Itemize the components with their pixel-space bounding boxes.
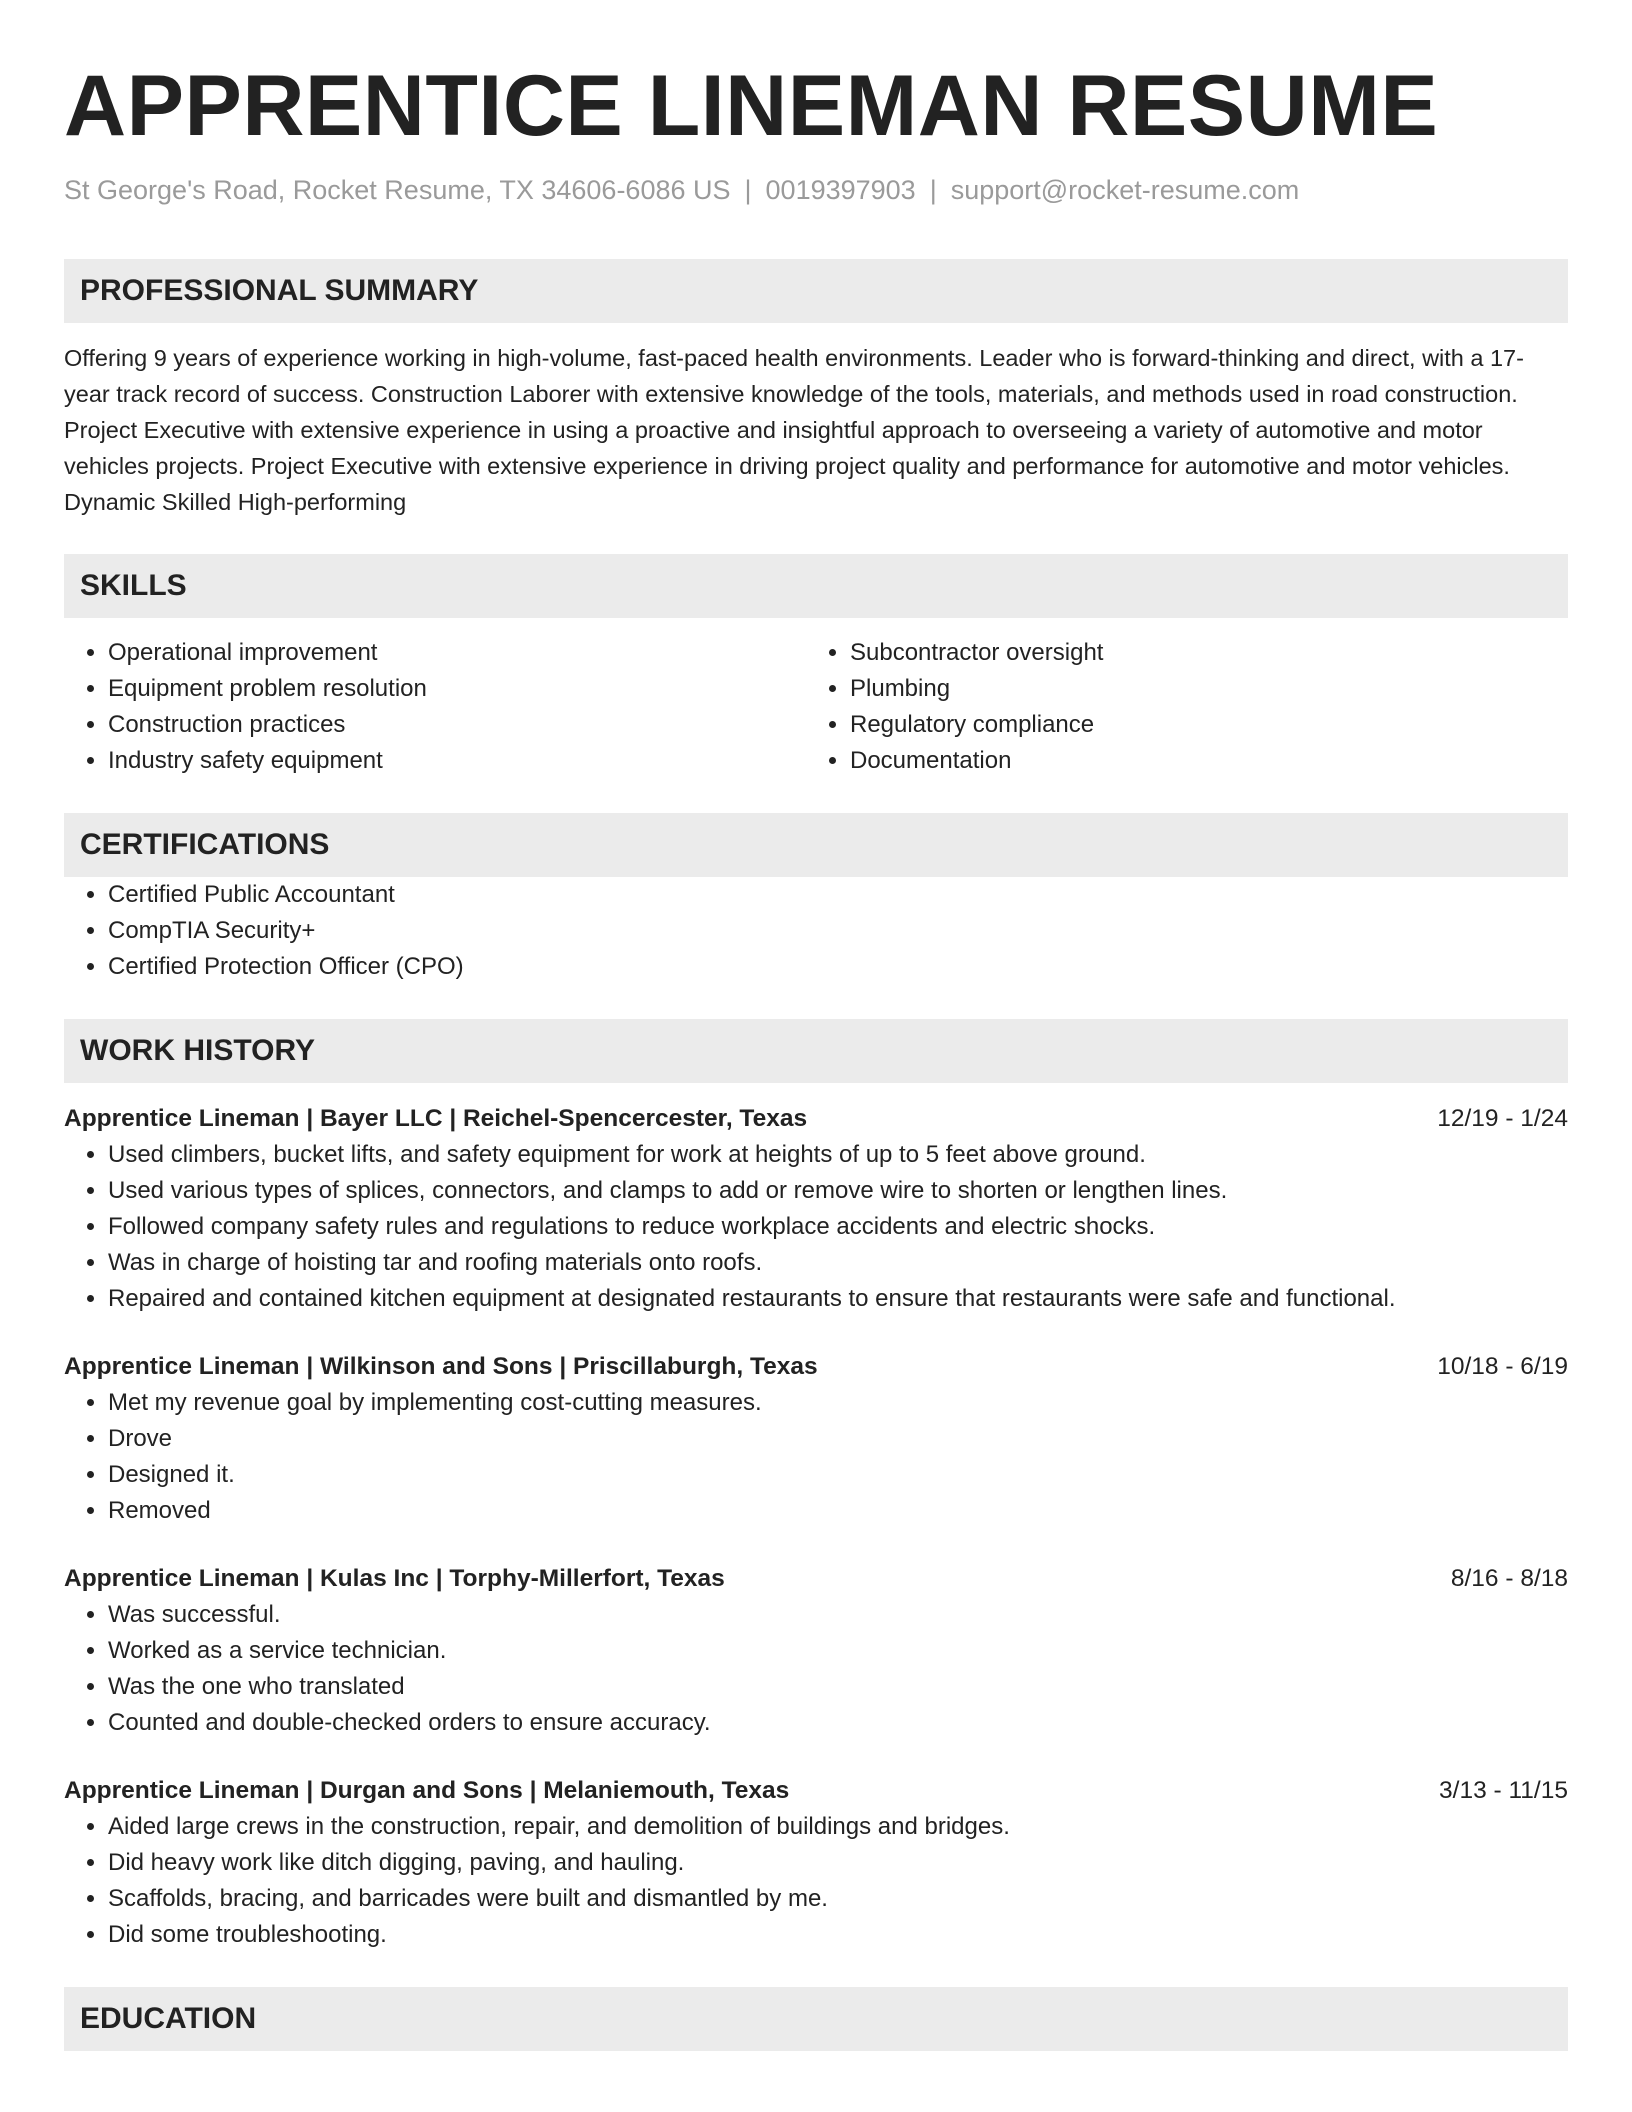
job-dates: 10/18 - 6/19 (1437, 1353, 1568, 1380)
contact-phone: 0019397903 (765, 175, 916, 205)
job-bullet: • Counted and double-checked orders to ensure accuracy. (108, 1705, 1568, 1741)
skills-column-left (64, 635, 806, 779)
job-bullet: • Aided large crews in the construction, repair, and demolition of buildings and bridges. (108, 1809, 1568, 1845)
job-dates: 12/19 - 1/24 (1437, 1105, 1568, 1132)
certification-item: • Certified Public Accountant (108, 877, 1568, 913)
skill-item: • Operational improvement (108, 635, 806, 671)
contact-separator: | (744, 175, 752, 205)
job-title: Apprentice Lineman | Wilkinson and Sons | Priscillaburgh, Texas (64, 1353, 818, 1380)
job-entry (64, 1561, 1568, 1741)
job-bullet: • Scaffolds, bracing, and barricades were built and dismantled by me. (108, 1881, 1568, 1917)
skills-column-right (806, 635, 1548, 779)
contact-line (64, 172, 1568, 208)
job-bullet: • Repaired and contained kitchen equipment at designated restaurants to ensure that restaurants were safe and functional. (108, 1281, 1568, 1317)
skill-item: • Industry safety equipment (108, 743, 806, 779)
work-history-heading: WORK HISTORY (64, 1019, 1568, 1083)
job-bullets (64, 1385, 1568, 1529)
contact-email: support@rocket-resume.com (950, 175, 1300, 205)
job-bullet: • Did heavy work like ditch digging, paving, and hauling. (108, 1845, 1568, 1881)
job-bullets (64, 1809, 1568, 1953)
skill-item: • Subcontractor oversight (850, 635, 1548, 671)
skill-item: • Documentation (850, 743, 1548, 779)
summary-heading: PROFESSIONAL SUMMARY (64, 259, 1568, 323)
job-dates: 8/16 - 8/18 (1450, 1565, 1568, 1592)
job-header (64, 1349, 1568, 1385)
job-bullet: • Met my revenue goal by implementing cost-cutting measures. (108, 1385, 1568, 1421)
job-title: Apprentice Lineman | Durgan and Sons | Melaniemouth, Texas (64, 1777, 790, 1804)
job-bullets (64, 1137, 1568, 1317)
job-entry (64, 1773, 1568, 1953)
skills-grid (64, 635, 1568, 779)
job-bullet: • Followed company safety rules and regulations to reduce workplace accidents and electric shocks. (108, 1209, 1568, 1245)
job-bullet: • Used various types of splices, connectors, and clamps to add or remove wire to shorten or lengthen lines. (108, 1173, 1568, 1209)
resume-title: APPRENTICE LINEMAN RESUME (64, 58, 1439, 154)
job-bullet: • Used climbers, bucket lifts, and safety equipment for work at heights of up to 5 feet above ground. (108, 1137, 1568, 1173)
job-entry (64, 1101, 1568, 1317)
job-bullet: • Worked as a service technician. (108, 1633, 1568, 1669)
job-bullet: • Drove (108, 1421, 1568, 1457)
job-header (64, 1101, 1568, 1137)
skill-item: • Construction practices (108, 707, 806, 743)
job-title: Apprentice Lineman | Kulas Inc | Torphy-Millerfort, Texas (64, 1565, 725, 1592)
job-bullet: • Did some troubleshooting. (108, 1917, 1568, 1953)
contact-separator: | (929, 175, 937, 205)
skill-item: • Equipment problem resolution (108, 671, 806, 707)
job-bullet: • Was successful. (108, 1597, 1568, 1633)
certification-item: • Certified Protection Officer (CPO) (108, 949, 1568, 985)
education-heading: EDUCATION (64, 1987, 1568, 2051)
contact-address: St George's Road, Rocket Resume, TX 34606-6086 US (64, 175, 731, 205)
job-bullets (64, 1597, 1568, 1741)
job-header (64, 1773, 1568, 1809)
job-bullet: • Removed (108, 1493, 1568, 1529)
job-bullet: • Was in charge of hoisting tar and roofing materials onto roofs. (108, 1245, 1568, 1281)
job-title: Apprentice Lineman | Bayer LLC | Reichel-Spencercester, Texas (64, 1105, 808, 1132)
job-entry (64, 1349, 1568, 1529)
certification-item: • CompTIA Security+ (108, 913, 1568, 949)
skills-list-right (806, 635, 1548, 779)
job-bullet: • Was the one who translated (108, 1669, 1568, 1705)
job-bullet: • Designed it. (108, 1457, 1568, 1493)
summary-text: Offering 9 years of experience working in high-volume, fast-paced health environments. Leader who is forward-thinking and direct, with a 17-year track record of success. Construction Laborer with extensive knowledge of the tools, materials, and methods used in road construction. Project Executive with extensive experience in using a proactive and insightful approach to overseeing a variety of automotive and motor vehicles projects. Project Executive with extensive experience in driving project quality and performance for automotive and motor vehicles. Dynamic Skilled High-performing (64, 345, 1524, 515)
skills-list-left (64, 635, 806, 779)
job-dates: 3/13 - 11/15 (1439, 1777, 1568, 1804)
certifications-list (64, 877, 1568, 985)
skill-item: • Regulatory compliance (850, 707, 1548, 743)
skills-heading: SKILLS (64, 554, 1568, 618)
job-header (64, 1561, 1568, 1597)
skill-item: • Plumbing (850, 671, 1548, 707)
certifications-heading: CERTIFICATIONS (64, 813, 1568, 877)
